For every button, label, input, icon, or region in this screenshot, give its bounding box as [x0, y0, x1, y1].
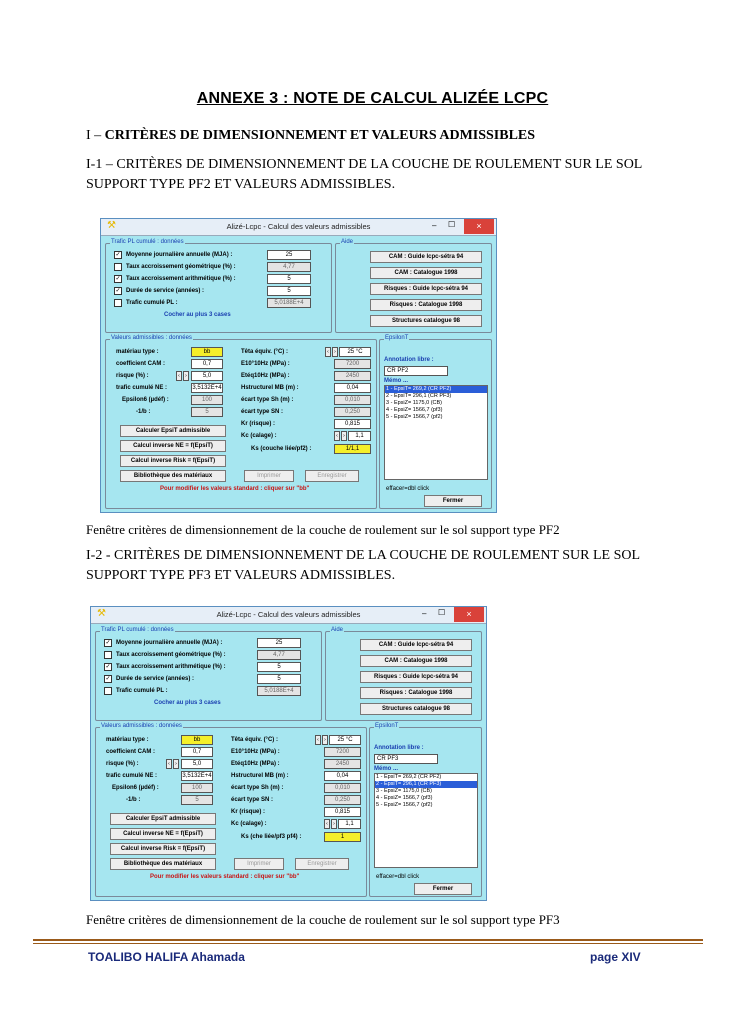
sh-input[interactable]: 0,010 [334, 395, 371, 405]
eteq-label: Etéq10Hz (MPa) : [231, 761, 280, 767]
structures-catalogue-button[interactable]: Structures catalogue 98 [370, 315, 482, 327]
memo-list[interactable] [374, 773, 478, 868]
cocher-hint: Cocher au plus 3 cases [154, 700, 221, 706]
caption-pf3: Fenêtre critères de dimensionnement de la couche de roulement sur le sol support type PF3 [86, 912, 560, 927]
ks-input[interactable]: 1/1,1 [334, 444, 371, 454]
mja-label: Moyenne journalière annuelle (MJA) : [126, 252, 233, 258]
cumul-label: Trafic cumulé PL : [126, 300, 178, 306]
b-label: -1/b : [126, 797, 141, 803]
memo-label: Mémo ... [374, 766, 399, 772]
inverse-risk-button[interactable]: Calcul inverse Risk = f(EpsiT) [120, 455, 226, 467]
cam-input[interactable]: 0,7 [181, 747, 213, 757]
section-title: CRITÈRES DE DIMENSIONNEMENT ET VALEURS ADMISSIBLES [104, 128, 536, 143]
footer-rule [33, 939, 703, 941]
cumul-label: Trafic cumulé PL : [116, 688, 168, 694]
window-title: Alizé-Lcpc - Calcul des valeurs admissibles [216, 610, 361, 619]
structures-catalogue-button[interactable]: Structures catalogue 98 [360, 703, 472, 715]
risque-down-icon[interactable]: ‹ [166, 759, 172, 769]
kc-input[interactable]: 1,1 [338, 819, 361, 829]
arith-label: Taux accroissement arithmétique (%) : [116, 664, 226, 670]
memo-item[interactable]: 1 - EpsiT= 269,2 (CR PF2) [385, 386, 487, 393]
cam-guide-button[interactable]: CAM : Guide lcpc-sétra 94 [360, 639, 472, 651]
e10-input[interactable]: 7200 [334, 359, 371, 369]
kr-value: 0,815 [334, 419, 371, 429]
ne-label: trafic cumulé NE : [116, 385, 168, 391]
duree-input[interactable]: 5 [267, 286, 311, 296]
minimize-icon[interactable]: – [432, 221, 437, 230]
b-input[interactable]: 5 [181, 795, 213, 805]
hstruct-label: Hstructurel MB (m) : [241, 385, 299, 391]
cocher-hint: Cocher au plus 3 cases [164, 312, 231, 318]
window-pf3 [90, 606, 487, 901]
geo-checkbox[interactable] [114, 263, 122, 271]
memo-list[interactable] [384, 385, 488, 480]
duree-label: Durée de service (années) : [116, 676, 195, 682]
risques-catalogue-button[interactable]: Risques : Catalogue 1998 [360, 687, 472, 699]
cumul-input[interactable]: 5,0188E+4 [257, 686, 301, 696]
e10-input[interactable]: 7200 [324, 747, 361, 757]
mja-checkbox[interactable]: ✓ [115, 252, 121, 258]
calc-epsit-button[interactable]: Calculer EpsiT admissible [110, 813, 216, 825]
risque-label: risque (%) : [106, 761, 139, 767]
footer-author: TOALIBO HALIFA Ahamada [88, 950, 245, 964]
bibliotheque-button[interactable]: Bibliothèque des matériaux [120, 470, 226, 482]
subsection-1-heading: I-1 – CRITÈRES DE DIMENSIONNEMENT DE LA COUCHE DE ROULEMENT SUR LE SOL SUPPORT TYPE PF2 ET VALEURS ADMISSIBLES. [86, 157, 642, 192]
annotation-input[interactable]: CR PF2 [384, 366, 448, 376]
mja-checkbox[interactable]: ✓ [105, 640, 111, 646]
geo-label: Taux accroissement géométrique (%) : [116, 652, 226, 658]
kc-down-icon[interactable]: ‹ [334, 431, 340, 441]
materiau-label: matériau type : [106, 737, 149, 743]
duree-checkbox[interactable]: ✓ [105, 676, 111, 682]
sh-label: écart type Sh (m) : [231, 785, 284, 791]
b-input[interactable]: 5 [191, 407, 223, 417]
sn-label: écart type SN : [231, 797, 274, 803]
epsilont-group-label: EpsilonT [385, 335, 409, 341]
section-heading [86, 128, 535, 144]
memo-item[interactable]: 1 - EpsiT= 269,2 (CR PF2) [376, 774, 442, 780]
ne-input[interactable]: 3,5132E+4 [182, 773, 212, 779]
enregistrer-button[interactable]: Enregistrer [295, 858, 349, 870]
alize-logo-icon: ⚒ [107, 220, 116, 231]
risques-guide-button[interactable]: Risques : Guide lcpc-sétra 94 [360, 671, 472, 683]
hstruct-input[interactable]: 0,04 [324, 771, 361, 781]
eteq-input[interactable]: 2450 [324, 759, 361, 769]
arith-checkbox[interactable]: ✓ [115, 276, 121, 282]
risque-down-icon[interactable]: ‹ [176, 371, 182, 381]
teta-label: Têta équiv. (°C) : [241, 349, 288, 355]
inverse-risk-button[interactable]: Calcul inverse Risk = f(EpsiT) [110, 843, 216, 855]
hstruct-input[interactable]: 0,04 [334, 383, 371, 393]
e10-label: E10°10Hz (MPa) : [241, 361, 290, 367]
imprimer-button[interactable]: Imprimer [244, 470, 294, 482]
risque-label: risque (%) : [116, 373, 149, 379]
memo-item[interactable]: 4 - EpsiZ= 1566,7 (pf3) [386, 407, 443, 413]
teta-down-icon[interactable]: ‹ [315, 735, 321, 745]
modifier-hint: Pour modifier les valeurs standard : cliquer sur "bb" [160, 486, 310, 492]
ne-label: trafic cumulé NE : [106, 773, 158, 779]
sn-input[interactable]: 0,250 [324, 795, 361, 805]
cumul-checkbox[interactable] [104, 687, 112, 695]
eps6-input[interactable]: 100 [191, 395, 223, 405]
window-title: Alizé-Lcpc - Calcul des valeurs admissibles [226, 222, 371, 231]
sn-input[interactable]: 0,250 [334, 407, 371, 417]
close-icon[interactable]: × [464, 219, 494, 234]
traffic-group-label: Trafic PL cumulé : données [101, 627, 174, 633]
memo-item[interactable]: 5 - EpsiZ= 1566,7 (pf2) [376, 802, 433, 808]
materiau-input[interactable]: bb [191, 347, 223, 357]
calc-epsit-button[interactable]: Calculer EpsiT admissible [120, 425, 226, 437]
risque-up-icon[interactable]: › [183, 371, 189, 381]
geo-input[interactable]: 4,77 [267, 262, 311, 272]
risque-up-icon[interactable]: › [173, 759, 179, 769]
memo-label: Mémo ... [384, 378, 409, 384]
kc-down-icon[interactable]: ‹ [324, 819, 330, 829]
aide-group-label: Aide [331, 627, 344, 633]
teta-label: Têta équiv. (°C) : [231, 737, 278, 743]
values-group [105, 335, 377, 509]
cam-input[interactable]: 0,7 [191, 359, 223, 369]
geo-label: Taux accroissement géométrique (%) : [126, 264, 236, 270]
enregistrer-button[interactable]: Enregistrer [305, 470, 359, 482]
b-label: -1/b : [136, 409, 151, 415]
memo-item[interactable]: 3 - EpsiZ= 1175,0 (CB) [386, 400, 442, 406]
risques-guide-button[interactable]: Risques : Guide lcpc-sétra 94 [370, 283, 482, 295]
alize-logo-icon: ⚒ [97, 608, 106, 619]
annotation-label: Annotation libre : [384, 357, 434, 363]
inverse-ne-button[interactable]: Calcul inverse NE = f(EpsiT) [110, 828, 216, 840]
hstruct-label: Hstructurel MB (m) : [231, 773, 289, 779]
teta-up-icon[interactable]: › [332, 347, 338, 357]
modifier-hint: Pour modifier les valeurs standard : cliquer sur "bb" [150, 874, 300, 880]
eps6-label: Epsilon6 (µdéf) : [112, 785, 159, 791]
kr-label: Kr (risque) : [231, 809, 266, 815]
arith-input[interactable]: 5 [257, 662, 301, 672]
materiau-input[interactable]: bb [181, 735, 213, 745]
sn-label: écart type SN : [241, 409, 284, 415]
risque-input[interactable]: 5,0 [191, 371, 223, 381]
ks-label: Ks (che liée/pf3 pf4) : [241, 834, 302, 840]
eps6-label: Epsilon6 (µdéf) : [122, 397, 169, 403]
section-prefix: I – [86, 128, 105, 143]
geo-checkbox[interactable] [104, 651, 112, 659]
memo-item[interactable]: 2 - EpsiT= 296,1 (CR PF3) [386, 393, 452, 399]
window-titlebar[interactable] [101, 219, 496, 236]
cumul-checkbox[interactable] [114, 299, 122, 307]
cam-label: coefficient CAM : [116, 361, 166, 367]
arith-input[interactable]: 5 [267, 274, 311, 284]
risque-input[interactable]: 5,0 [181, 759, 213, 769]
teta-up-icon[interactable]: › [322, 735, 328, 745]
kc-up-icon[interactable]: › [341, 431, 347, 441]
epsilont-group [379, 335, 492, 509]
materiau-label: matériau type : [116, 349, 159, 355]
epsilont-group-label: EpsilonT [375, 723, 399, 729]
traffic-group [105, 239, 332, 333]
cam-catalogue-button[interactable]: CAM : Catalogue 1998 [360, 655, 472, 667]
aide-group [335, 239, 492, 333]
values-group-label: Valeurs admissibles : données [101, 723, 182, 729]
kc-up-icon[interactable]: › [331, 819, 337, 829]
memo-item[interactable]: 4 - EpsiZ= 1566,7 (pf3) [376, 795, 433, 801]
annotation-label: Annotation libre : [374, 745, 424, 751]
bibliotheque-button[interactable]: Bibliothèque des matériaux [110, 858, 216, 870]
ne-input[interactable]: 3,5132E+4 [192, 385, 222, 391]
teta-input[interactable]: 25 °C [329, 735, 361, 745]
window-pf2 [100, 218, 497, 513]
kc-label: Kc (calage) : [231, 821, 267, 827]
footer-rule-thin [33, 943, 703, 944]
cumul-input[interactable]: 5,0188E+4 [267, 298, 311, 308]
mja-input[interactable]: 25 [267, 250, 311, 260]
sh-input[interactable]: 0,010 [324, 783, 361, 793]
window-titlebar[interactable] [91, 607, 486, 624]
aide-group [325, 627, 482, 721]
geo-input[interactable]: 4,77 [257, 650, 301, 660]
kc-input[interactable]: 1,1 [348, 431, 371, 441]
effacer-hint: effacer=dbl click [376, 874, 420, 880]
arith-checkbox[interactable]: ✓ [105, 664, 111, 670]
risques-catalogue-button[interactable]: Risques : Catalogue 1998 [370, 299, 482, 311]
kc-label: Kc (calage) : [241, 433, 277, 439]
close-icon[interactable]: × [454, 607, 484, 622]
subsection-2-heading: I-2 - CRITÈRES DE DIMENSIONNEMENT DE LA COUCHE DE ROULEMENT SUR LE SOL SUPPORT TYPE PF3 ET VALEURS ADMISSIBLES. [86, 548, 640, 583]
maximize-icon[interactable]: ☐ [438, 608, 446, 617]
aide-group-label: Aide [341, 239, 354, 245]
kr-label: Kr (risque) : [241, 421, 276, 427]
fermer-button[interactable]: Fermer [424, 495, 482, 507]
ks-input[interactable]: 1 [324, 832, 361, 842]
annex-title: ANNEXE 3 : NOTE DE CALCUL ALIZÉE LCPC [196, 90, 549, 107]
eteq-label: Etéq10Hz (MPa) : [241, 373, 290, 379]
ks-label: Ks (couche liée/pf2) : [251, 446, 312, 452]
duree-label: Durée de service (années) : [126, 288, 205, 294]
values-group-label: Valeurs admissibles : données [111, 335, 192, 341]
sh-label: écart type Sh (m) : [241, 397, 294, 403]
footer-page-number: page XIV [590, 950, 641, 964]
effacer-hint: effacer=dbl click [386, 486, 430, 492]
memo-item[interactable]: 5 - EpsiZ= 1566,7 (pf2) [386, 414, 443, 420]
memo-item[interactable]: 3 - EpsiZ= 1175,0 (CB) [376, 788, 432, 794]
annotation-input[interactable]: CR PF3 [374, 754, 438, 764]
eps6-input[interactable]: 100 [181, 783, 213, 793]
inverse-ne-button[interactable]: Calcul inverse NE = f(EpsiT) [120, 440, 226, 452]
teta-input[interactable]: 25 °C [339, 347, 371, 357]
minimize-icon[interactable]: – [422, 609, 427, 618]
e10-label: E10°10Hz (MPa) : [231, 749, 280, 755]
duree-checkbox[interactable]: ✓ [115, 288, 121, 294]
cam-catalogue-button[interactable]: CAM : Catalogue 1998 [370, 267, 482, 279]
mja-label: Moyenne journalière annuelle (MJA) : [116, 640, 223, 646]
memo-item[interactable]: 2 - EpsiT= 296,1 (CR PF3) [375, 781, 477, 788]
traffic-group [95, 627, 322, 721]
imprimer-button[interactable]: Imprimer [234, 858, 284, 870]
maximize-icon[interactable]: ☐ [448, 220, 456, 229]
traffic-group-label: Trafic PL cumulé : données [111, 239, 184, 245]
teta-down-icon[interactable]: ‹ [325, 347, 331, 357]
epsilont-group [369, 723, 482, 897]
kr-value: 0,815 [324, 807, 361, 817]
values-group [95, 723, 367, 897]
arith-label: Taux accroissement arithmétique (%) : [126, 276, 236, 282]
duree-input[interactable]: 5 [257, 674, 301, 684]
eteq-input[interactable]: 2450 [334, 371, 371, 381]
caption-pf2: Fenêtre critères de dimensionnement de la couche de roulement sur le sol support type PF2 [86, 522, 560, 537]
cam-label: coefficient CAM : [106, 749, 156, 755]
mja-input[interactable]: 25 [257, 638, 301, 648]
cam-guide-button[interactable]: CAM : Guide lcpc-sétra 94 [370, 251, 482, 263]
fermer-button[interactable]: Fermer [414, 883, 472, 895]
